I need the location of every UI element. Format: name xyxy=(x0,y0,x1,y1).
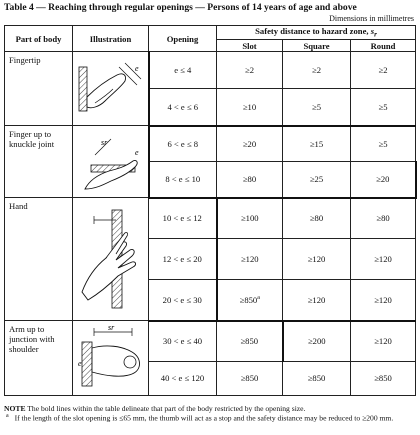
round-cell: ≥80 xyxy=(351,198,416,239)
slot-cell: ≥120 xyxy=(217,239,283,280)
header-illustration: Illustration xyxy=(73,26,149,52)
opening-cell: 10 < e ≤ 12 xyxy=(149,198,217,239)
units-label: Dimensions in millimetres xyxy=(329,14,414,23)
round-cell: ≥2 xyxy=(351,52,416,89)
fingertip-illustration xyxy=(73,52,149,126)
slot-cell: ≥100 xyxy=(217,198,283,239)
round-cell: ≥5 xyxy=(351,126,416,162)
table-title: Table 4 — Reaching through regular openings — Persons of 14 years of age and above xyxy=(4,2,357,13)
note-text: The bold lines within the table delineate that part of the body restricted by the opening size. xyxy=(27,404,306,413)
arm-illustration xyxy=(73,321,149,396)
opening-cell: 20 < e ≤ 30 xyxy=(149,280,217,321)
slot-cell: ≥2 xyxy=(217,52,283,89)
illustration-label-sr: sr xyxy=(107,323,114,332)
slot-cell: ≥850 xyxy=(217,361,283,395)
slot-cell xyxy=(217,280,283,321)
footnote-mark: a xyxy=(6,413,9,420)
slot-cell: ≥850 xyxy=(217,321,283,362)
square-cell: ≥15 xyxy=(283,126,351,162)
header-opening: Opening xyxy=(149,26,217,52)
round-cell: ≥120 xyxy=(351,239,416,280)
note-lead: NOTE xyxy=(4,404,26,413)
round-cell: ≥850 xyxy=(351,361,416,395)
opening-cell: 6 < e ≤ 8 xyxy=(149,126,217,162)
table-row xyxy=(5,198,416,239)
illustration-label-e: e xyxy=(77,359,82,368)
part-fingertip: Fingertip xyxy=(5,52,73,126)
hand-illustration xyxy=(73,198,149,321)
slot-value: ≥850 xyxy=(239,294,258,305)
part-arm: Arm up to junction with shoulder xyxy=(5,321,73,396)
footnote-ref: a xyxy=(257,294,260,301)
illustration-label-e: e xyxy=(135,147,139,157)
table-notes xyxy=(4,404,416,424)
square-cell: ≥120 xyxy=(283,280,351,321)
square-cell: ≥5 xyxy=(283,89,351,126)
square-cell: ≥2 xyxy=(283,52,351,89)
header-safety-symbol: s xyxy=(370,26,375,37)
header-slot: Slot xyxy=(217,40,283,52)
header-safety-distance xyxy=(217,26,416,40)
header-safety-subscript: r xyxy=(374,30,377,39)
square-cell: ≥25 xyxy=(283,162,351,198)
opening-cell: 8 < e ≤ 10 xyxy=(149,162,217,198)
header-part-of-body: Part of body xyxy=(5,26,73,52)
opening-cell: 12 < e ≤ 20 xyxy=(149,239,217,280)
square-cell: ≥120 xyxy=(283,239,351,280)
finger-knuckle-illustration xyxy=(73,126,149,198)
table-row xyxy=(5,126,416,162)
part-finger-knuckle: Finger up to knuckle joint xyxy=(5,126,73,198)
slot-cell: ≥20 xyxy=(217,126,283,162)
square-cell: ≥80 xyxy=(283,198,351,239)
slot-cell: ≥10 xyxy=(217,89,283,126)
footnote-text: If the length of the slot opening is ≤65 mm, the thumb will act as a stop and the safety distance may be reduced to ≥200 mm. xyxy=(14,414,394,424)
illustration-label-sr: sr xyxy=(101,137,108,147)
note-line xyxy=(4,404,416,413)
slot-cell: ≥80 xyxy=(217,162,283,198)
round-cell: ≥20 xyxy=(351,162,416,198)
opening-cell: 40 < e ≤ 120 xyxy=(149,361,217,395)
header-round: Round xyxy=(351,40,416,52)
opening-cell: e ≤ 4 xyxy=(149,52,217,89)
illustration-label-e: e xyxy=(135,63,139,73)
safety-distance-table xyxy=(4,25,417,396)
round-cell: ≥120 xyxy=(351,321,416,362)
square-cell: ≥200 xyxy=(283,321,351,362)
footnote-line xyxy=(4,413,416,423)
table-row xyxy=(5,52,416,89)
opening-cell: 4 < e ≤ 6 xyxy=(149,89,217,126)
header-square: Square xyxy=(283,40,351,52)
square-cell: ≥850 xyxy=(283,361,351,395)
table-row xyxy=(5,321,416,362)
round-cell: ≥120 xyxy=(351,280,416,321)
part-hand: Hand xyxy=(5,198,73,321)
round-cell: ≥5 xyxy=(351,89,416,126)
opening-cell: 30 < e ≤ 40 xyxy=(149,321,217,362)
header-safety-distance-label: Safety distance to hazard zone, xyxy=(255,26,369,37)
